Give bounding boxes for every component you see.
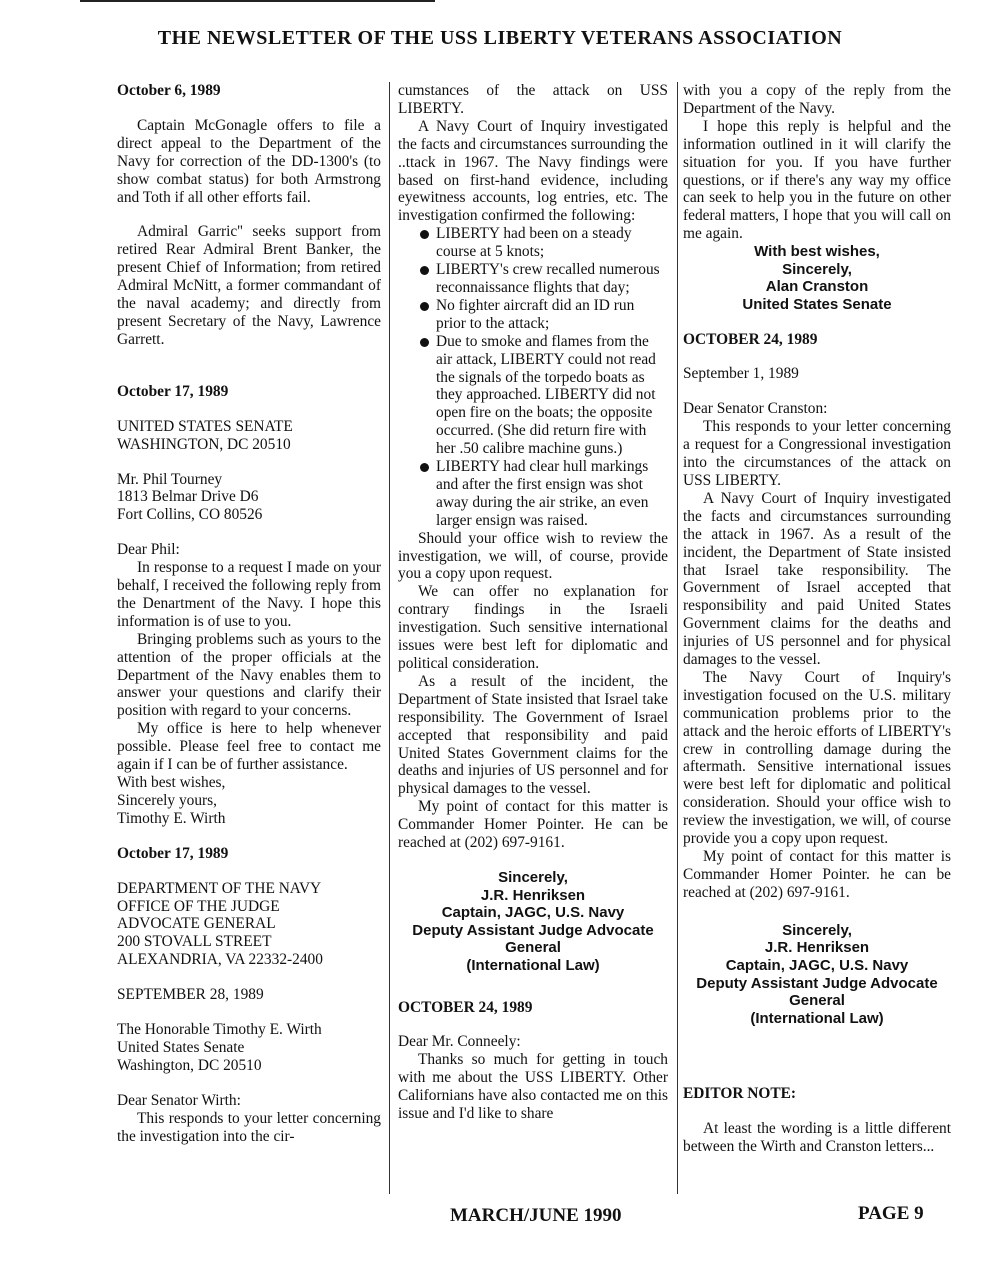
column-divider-2	[677, 82, 678, 1194]
signature-line: Captain, JAGC, U.S. Navy	[441, 904, 625, 922]
letter-date: September 1, 1989	[683, 365, 799, 383]
salutation: Dear Senator Wirth:	[117, 1091, 241, 1109]
signature-name: Timothy E. Wirth	[117, 809, 226, 827]
editor-note-text: At least the wording is a little different between the Wirth and Cranston letters...	[683, 1120, 951, 1156]
address-line: Mr. Phil Tourney	[117, 470, 223, 488]
signature-line: United States Senate	[742, 295, 892, 313]
letterhead-line: OFFICE OF THE JUDGE	[117, 897, 280, 915]
signature-line: (International Law)	[466, 956, 600, 974]
column-3	[683, 82, 951, 1156]
paragraph: My office is here to help whenever possible. Please feel free to contact me again if I can be of further assistance.	[117, 720, 381, 774]
paragraph: My point of contact for this matter is Commander Homer Pointer. he can be reached at (202) 697-9161.	[683, 848, 951, 901]
signature-line: J.R. Henriksen	[480, 886, 586, 904]
paragraph: with you a copy of the reply from the Department of the Navy.	[683, 82, 951, 117]
letterhead-line: WASHINGTON, DC 20510	[117, 435, 291, 453]
salutation: Dear Mr. Conneely:	[398, 1033, 521, 1051]
list-item: LIBERTY's crew recalled numerous reconnaissance flights that day;	[436, 261, 668, 297]
letter-date: SEPTEMBER 28, 1989	[117, 986, 264, 1004]
paragraph: In response to a request I made on your behalf, I received the following reply from the Denartment of the Navy. I hope this information is of use to you.	[117, 559, 381, 630]
salutation: Dear Phil:	[117, 541, 180, 559]
paragraph: Admiral Garric'' seeks support from retired Rear Admiral Brent Banker, the present Chief of Information; from retired Admiral McNitt, a former commandant of the naval academy; and directly from present Secretary of the Navy, Lawrence Garrett.	[117, 223, 381, 348]
column-2	[398, 82, 668, 1123]
list-item: Due to smoke and flames from the air attack, LIBERTY could not read the signals of the torpedo boats as they approached. LIBERTY did not open fire on the boats; the opposite occurred. (She did return fire with her .50 calibre machine guns.)	[436, 333, 668, 458]
address-line: United States Senate	[117, 1038, 245, 1056]
signature-line: Captain, JAGC, U.S. Navy	[725, 956, 909, 974]
paragraph: I hope this reply is helpful and the information outlined in it will clarify the situation for you. If you have further questions, or if there's any way my office can seek to help you in the future on other federal matters, I hope that you will call on me again.	[683, 117, 951, 243]
top-rule	[80, 0, 435, 2]
list-item: LIBERTY had clear hull markings and after the first ensign was shot away during the air strike, an even larger ensign was raised.	[436, 458, 668, 530]
paragraph: We can offer no explanation for contrary findings in the Israeli investigation. Such sensitive international issues were best left for diplomatic and political consideration.	[398, 583, 668, 672]
date-heading: OCTOBER 24, 1989	[683, 330, 818, 348]
paragraph: A Navy Court of Inquiry investigated the facts and circumstances surrounding the attack in 1967. As a result of the incident, the Department of State insisted that Israel take responsibility. The Government of Israel accepted that responsibility and paid United States Government claims for the deaths and injuries of US personnel and for physical damages to the vessel.	[683, 489, 951, 669]
page-title: THE NEWSLETTER OF THE USS LIBERTY VETERANS ASSOCIATION	[157, 27, 843, 49]
salutation: Dear Senator Cranston:	[683, 400, 828, 418]
issue-date: MARCH/JUNE 1990	[450, 1205, 622, 1226]
letterhead-line: DEPARTMENT OF THE NAVY	[117, 879, 322, 897]
signature-line: Sincerely,	[498, 868, 568, 886]
list-item: No fighter aircraft did an ID run prior to the attack;	[436, 297, 668, 333]
address-line: Washington, DC 20510	[117, 1056, 262, 1074]
date-heading: October 17, 1989	[117, 844, 229, 862]
paragraph: My point of contact for this matter is Commander Homer Pointer. He can be reached at (202) 697-9161.	[398, 798, 668, 852]
paragraph: This responds to your letter concerning a request for a Congressional investigation into the circumstances of the attack on USS LIBERTY.	[683, 418, 951, 489]
findings-list	[398, 225, 668, 529]
editor-note-heading: EDITOR NOTE:	[683, 1085, 797, 1103]
paragraph: Bringing problems such as yours to the attention of the proper officials at the Department of the Navy enables them to answer your questions and clarify their position with regard to your concerns.	[117, 630, 381, 720]
signature-line: (International Law)	[750, 1009, 884, 1027]
date-heading: October 17, 1989	[117, 382, 229, 400]
letterhead-line: UNITED STATES SENATE	[117, 417, 293, 435]
closing-line: With best wishes,	[117, 774, 226, 791]
paragraph: A Navy Court of Inquiry investigated the facts and circumstances surrounding the ..ttack in 1967. The Navy findings were based on first-hand evidence, including eyewitness accounts, log entries, etc. The investigation confirmed the following:	[398, 117, 668, 225]
signature-block	[683, 243, 951, 313]
signature-block	[683, 922, 951, 1028]
address-line: 1813 Belmar Drive D6	[117, 488, 259, 506]
address-line: Fort Collins, CO 80526	[117, 506, 263, 524]
date-heading: October 6, 1989	[117, 82, 221, 99]
letterhead-line: ADVOCATE GENERAL	[117, 915, 276, 933]
signature-line: J.R. Henriksen	[764, 939, 870, 957]
signature-line: Deputy Assistant Judge Advocate General	[696, 974, 938, 1010]
paragraph: This responds to your letter concerning the investigation into the cir-	[117, 1109, 381, 1145]
column-1	[117, 82, 381, 1146]
paragraph: The Navy Court of Inquiry's investigation focused on the U.S. military communication problems prior to the attack and the heroic efforts of LIBERTY's crew in controlling damage during the aftermath. Sensitive international issues were best left for diplomatic and political consideration. Should your office wish to review the investigation, we will, of course provide you a copy upon request.	[683, 668, 951, 848]
address-line: The Honorable Timothy E. Wirth	[117, 1021, 322, 1039]
signature-line: Sincerely,	[782, 921, 852, 939]
column-divider-1	[389, 82, 390, 1194]
signature-line: Deputy Assistant Judge Advocate General	[412, 921, 654, 957]
date-heading: OCTOBER 24, 1989	[398, 998, 533, 1016]
letterhead-line: ALEXANDRIA, VA 22332-2400	[117, 951, 323, 969]
paragraph: Thanks so much for getting in touch with me about the USS LIBERTY. Other Californians have also contacted me on this issue and I'd like to share	[398, 1051, 668, 1123]
letterhead-line: 200 STOVALL STREET	[117, 933, 272, 951]
paragraph: cumstances of the attack on USS LIBERTY.	[398, 82, 668, 117]
closing-line: Sincerely yours,	[117, 791, 218, 809]
list-item: LIBERTY had been on a steady course at 5 knots;	[436, 225, 668, 261]
signature-line: Alan Cranston	[765, 278, 869, 296]
signature-block	[398, 869, 668, 975]
paragraph: Should your office wish to review the investigation, we will, of course, provide you a copy upon request.	[398, 529, 668, 583]
signature-line: Sincerely,	[782, 260, 852, 278]
paragraph: Captain McGonagle offers to file a direct appeal to the Department of the Navy for correction of the DD-1300's (to show combat status) for both Armstrong and Toth if all other efforts fail.	[117, 116, 381, 206]
page-number: PAGE 9	[858, 1203, 924, 1224]
paragraph: As a result of the incident, the Department of State insisted that Israel take responsibility. The Government of Israel accepted that responsibility and paid United States Government claims for the deaths and injuries of US personnel and for physical damages to the vessel.	[398, 672, 668, 798]
signature-line: With best wishes,	[754, 243, 880, 261]
